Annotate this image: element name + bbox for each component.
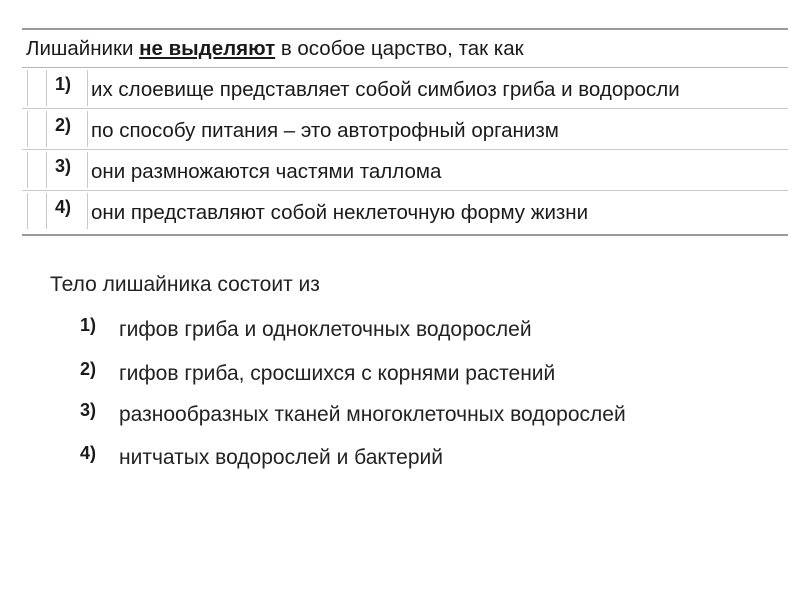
question-1-block <box>22 28 788 236</box>
question-2-option-1[interactable] <box>0 313 800 353</box>
option-text: их слоевище представляет собой симбиоз гриба и водоросли <box>91 78 680 101</box>
option-text: нитчатых водорослей и бактерий <box>119 446 443 469</box>
option-text: они представляют собой неклеточную форму жизни <box>91 201 589 224</box>
option-number: 2) <box>55 115 72 135</box>
question-1-emphasis: не выделяют <box>139 37 276 60</box>
question-1-prefix: Лишайники <box>26 37 140 60</box>
answer-cell[interactable] <box>27 193 47 229</box>
option-number: 3) <box>55 156 72 176</box>
option-text: они размножаются частями таллома <box>91 160 442 183</box>
question-1-suffix: в особое царство, так как <box>275 37 524 60</box>
question-1-prompt <box>26 32 524 66</box>
option-number: 1) <box>80 315 97 335</box>
question-1-option-4[interactable] <box>22 191 788 231</box>
option-number: 3) <box>80 400 97 420</box>
option-text: разнообразных тканей многоклеточных водорослей <box>119 403 626 426</box>
answer-cell[interactable] <box>27 152 47 188</box>
answer-cell[interactable] <box>27 111 47 147</box>
option-text: гифов гриба и одноклеточных водорослей <box>119 318 532 341</box>
option-number: 4) <box>80 443 97 463</box>
question-2-prompt: Тело лишайника состоит из <box>50 273 320 296</box>
question-2-option-4[interactable] <box>0 441 800 481</box>
option-number: 4) <box>55 197 72 217</box>
option-text: по способу питания – это автотрофный организм <box>91 119 559 142</box>
answer-cell[interactable] <box>27 70 47 106</box>
question-1-options-table <box>22 67 788 233</box>
option-number: 2) <box>80 359 97 379</box>
option-text: гифов гриба, сросшихся с корнями растений <box>119 362 556 385</box>
question-2-option-2[interactable] <box>0 357 800 397</box>
question-2-option-3[interactable] <box>0 398 800 438</box>
question-1-option-2[interactable] <box>22 109 788 150</box>
option-number: 1) <box>55 74 72 94</box>
question-1-option-3[interactable] <box>22 150 788 191</box>
question-1-option-1[interactable] <box>22 68 788 109</box>
